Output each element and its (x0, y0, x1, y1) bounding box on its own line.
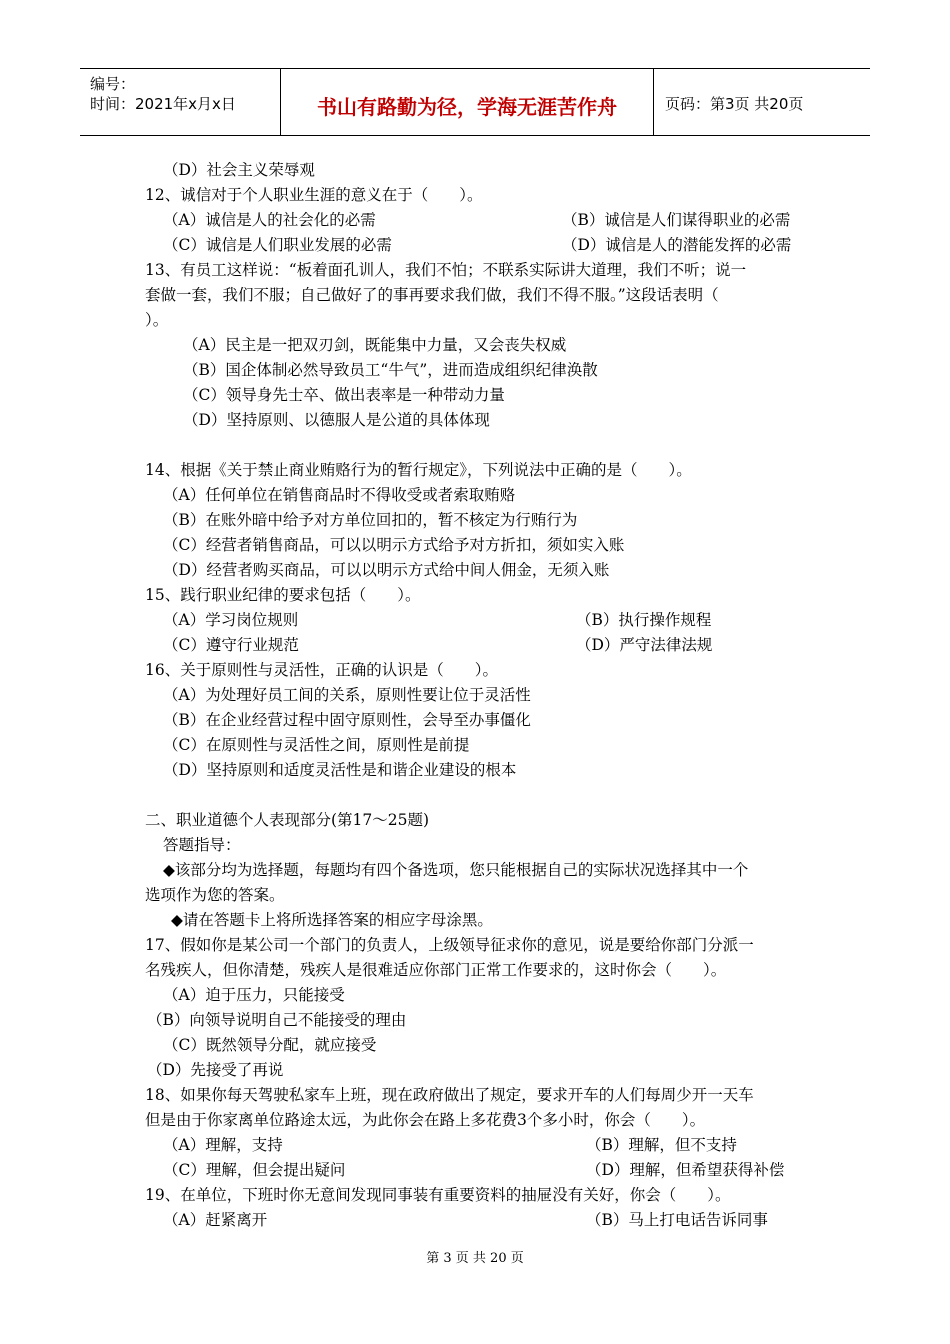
option-line: （A）为处理好员工间的关系，原则性要让位于灵活性 (163, 686, 531, 704)
question-line: 12、诚信对于个人职业生涯的意义在于（ ）。 (145, 186, 483, 204)
option-line: （D）经营者购买商品，可以以明示方式给中间人佣金，无须入账 (163, 561, 610, 579)
section-heading: 二、职业道德个人表现部分(第17～25题) (145, 811, 430, 829)
question-line: 14、根据《关于禁止商业贿赂行为的暂行规定》，下列说法中正确的是（ ）。 (145, 461, 692, 479)
option-line: （A）赶紧离开 (163, 1211, 268, 1229)
page-footer: 第 3 页 共 20 页 (426, 1251, 524, 1266)
instruction-line: ◆请在答题卡上将所选择答案的相应字母涂黑。 (171, 911, 493, 929)
option-line: （A）民主是一把双刃剑，既能集中力量，又会丧失权威 (183, 336, 567, 354)
question-line: 18、如果你每天驾驶私家车上班，现在政府做出了规定，要求开车的人们每周少开一天车 (145, 1086, 754, 1104)
header-page-cell (653, 69, 870, 135)
option-line: （A）诚信是人的社会化的必需 (163, 211, 376, 229)
option-line: （D）社会主义荣辱观 (163, 161, 315, 179)
option-line: （C）既然领导分配，就应接受 (163, 1036, 377, 1054)
option-line: （C）诚信是人们职业发展的必需 (163, 236, 392, 254)
question-line: 15、践行职业纪律的要求包括（ ）。 (145, 586, 421, 604)
option-line: （C）在原则性与灵活性之间，原则性是前提 (163, 736, 470, 754)
header-meta (80, 69, 280, 135)
option-line: （B）在账外暗中给予对方单位回扣的，暂不核定为行贿行为 (163, 511, 578, 529)
option-line: （C）经营者销售商品，可以以明示方式给予对方折扣，须如实入账 (163, 536, 625, 554)
instruction-line: ◆该部分均为选择题，每题均有四个备选项，您只能根据自己的实际状况选择其中一个 (163, 861, 749, 879)
page-label: 页码：第3页 共20页 (665, 95, 804, 113)
option-line: （B）马上打电话告诉同事 (586, 1211, 768, 1229)
question-line: 16、关于原则性与灵活性，正确的认识是（ ）。 (145, 661, 498, 679)
option-line: （B）执行操作规程 (576, 611, 712, 629)
question-line: 但是由于你家离单位路途太远，为此你会在路上多花费3个多小时，你会（ ）。 (145, 1111, 706, 1129)
question-line: ）。 (145, 311, 169, 329)
option-line: （D）理解，但希望获得补偿 (586, 1161, 785, 1179)
option-line: （D）坚持原则和适度灵活性是和谐企业建设的根本 (163, 761, 517, 779)
number-label: 编号： (90, 75, 136, 93)
option-line: （B）诚信是人们谋得职业的必需 (562, 211, 791, 229)
option-line: （A）任何单位在销售商品时不得收受或者索取贿赂 (163, 486, 516, 504)
option-line: （B）理解，但不支持 (586, 1136, 737, 1154)
option-line: （A）迫于压力，只能接受 (163, 986, 345, 1004)
instruction-line: 选项作为您的答案。 (145, 886, 285, 904)
option-line: （D）诚信是人的潜能发挥的必需 (562, 236, 792, 254)
question-line: 套做一套，我们不服；自己做好了的事再要求我们做，我们不得不服。”这段话表明（ (145, 286, 719, 304)
option-line: （B）向领导说明自己不能接受的理由 (147, 1011, 407, 1029)
option-line: （D）严守法律法规 (576, 636, 713, 654)
option-line: （C）领导身先士卒、做出表率是一种带动力量 (183, 386, 505, 404)
question-line: 17、假如你是某公司一个部门的负责人，上级领导征求你的意见，说是要给你部门分派一 (145, 936, 754, 954)
option-line: （B）在企业经营过程中固守原则性，会导至办事僵化 (163, 711, 531, 729)
option-line: （D）先接受了再说 (147, 1061, 284, 1079)
instruction-heading: 答题指导： (163, 836, 241, 854)
option-line: （B）国企体制必然导致员工“牛气”，进而造成组织纪律涣散 (183, 361, 598, 379)
question-line: 13、有员工这样说：“板着面孔训人，我们不怕；不联系实际讲大道理，我们不听；说一 (145, 261, 747, 279)
question-line: 19、在单位，下班时你无意间发现同事装有重要资料的抽屉没有关好，你会（ ）。 (145, 1186, 731, 1204)
motto: 书山有路勤为径，学海无涯苦作舟 (317, 95, 617, 119)
page-header (80, 68, 870, 136)
option-line: （C）遵守行业规范 (163, 636, 299, 654)
time-label: 时间：2021年x月x日 (90, 95, 236, 113)
option-line: （C）理解，但会提出疑问 (163, 1161, 346, 1179)
option-line: （D）坚持原则、以德服人是公道的具体体现 (183, 411, 490, 429)
option-line: （A）理解，支持 (163, 1136, 283, 1154)
header-motto-cell (280, 69, 654, 135)
question-line: 名残疾人，但你清楚，残疾人是很难适应你部门正常工作要求的，这时你会（ ）。 (145, 961, 727, 979)
option-line: （A）学习岗位规则 (163, 611, 299, 629)
